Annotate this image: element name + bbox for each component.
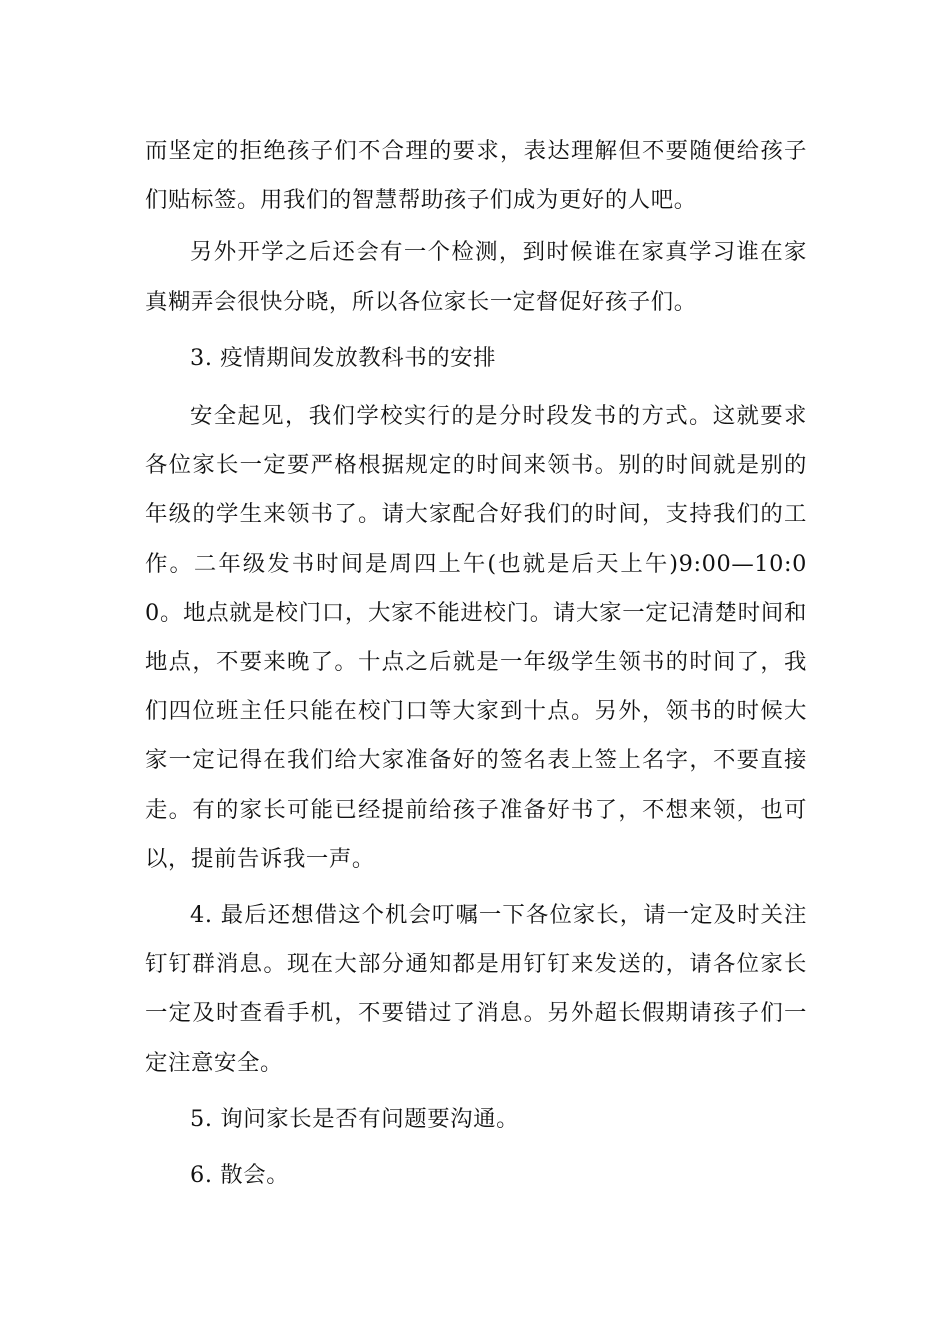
text-line: 及时查看手机，不要错过了消息。另外超长假期请孩子们一定注意 [145, 1000, 807, 1076]
paragraph [145, 1095, 807, 1144]
text-line: 安全起见，我们学校实行的是分时段发书的方式。这就要求各 [145, 403, 807, 479]
text-line: 安全。 [213, 1049, 283, 1076]
text-line: 能在校门口等大家到十点。另外，领书的时候大家一定记得在我们 [145, 698, 807, 774]
paragraph [145, 392, 807, 884]
document-body [145, 127, 807, 1200]
text-line: 4. 最后还想借这个机会叮嘱一下各位家长，请一定及时关注钉 [145, 902, 807, 978]
text-line: 的学生来领书了。请大家配合好我们的时间，支持我们的工作。二 [145, 501, 807, 577]
text-line: 经提前给孩子准备好书了，不想来领，也可以，提前告诉我一声。 [145, 796, 807, 872]
text-line: 给大家准备好的签名表上签上名字，不要直接走。有的家长可能已 [145, 747, 807, 823]
text-line: 贴标签。用我们的智慧帮助孩子们成为更好的人吧。 [168, 187, 697, 214]
text-line: 晚了。十点之后就是一年级学生领书的时间了，我们四位班主任只 [145, 649, 807, 725]
text-line: 另外开学之后还会有一个检测，到时候谁在家真学习谁在家真 [145, 239, 807, 315]
text-line: 钉群消息。现在大部分通知都是用钉钉来发送的，请各位家长一定 [145, 951, 807, 1027]
paragraph [145, 891, 807, 1088]
paragraph [145, 127, 807, 225]
text-line: 年级发书时间是周四上午(也就是后天上午)9:00—10:00。地点就是 [145, 550, 807, 626]
text-line: 位家长一定要严格根据规定的时间来领书。别的时间就是别的年级 [145, 452, 807, 528]
paragraph [145, 1151, 807, 1200]
text-line: 3. 疫情期间发放教科书的安排 [190, 344, 497, 371]
text-line: 而坚定的拒绝孩子们不合理的要求，表达理解但不要随便给孩子们 [145, 138, 807, 214]
text-line: 糊弄会很快分晓，所以各位家长一定督促好孩子们。 [168, 288, 697, 315]
text-line: 校门口，大家不能进校门。请大家一定记清楚时间和地点，不要来 [145, 599, 807, 676]
paragraph [145, 334, 807, 383]
text-line: 6. 散会。 [190, 1162, 290, 1189]
text-line: 5. 询问家长是否有问题要沟通。 [190, 1105, 520, 1132]
paragraph [145, 228, 807, 326]
